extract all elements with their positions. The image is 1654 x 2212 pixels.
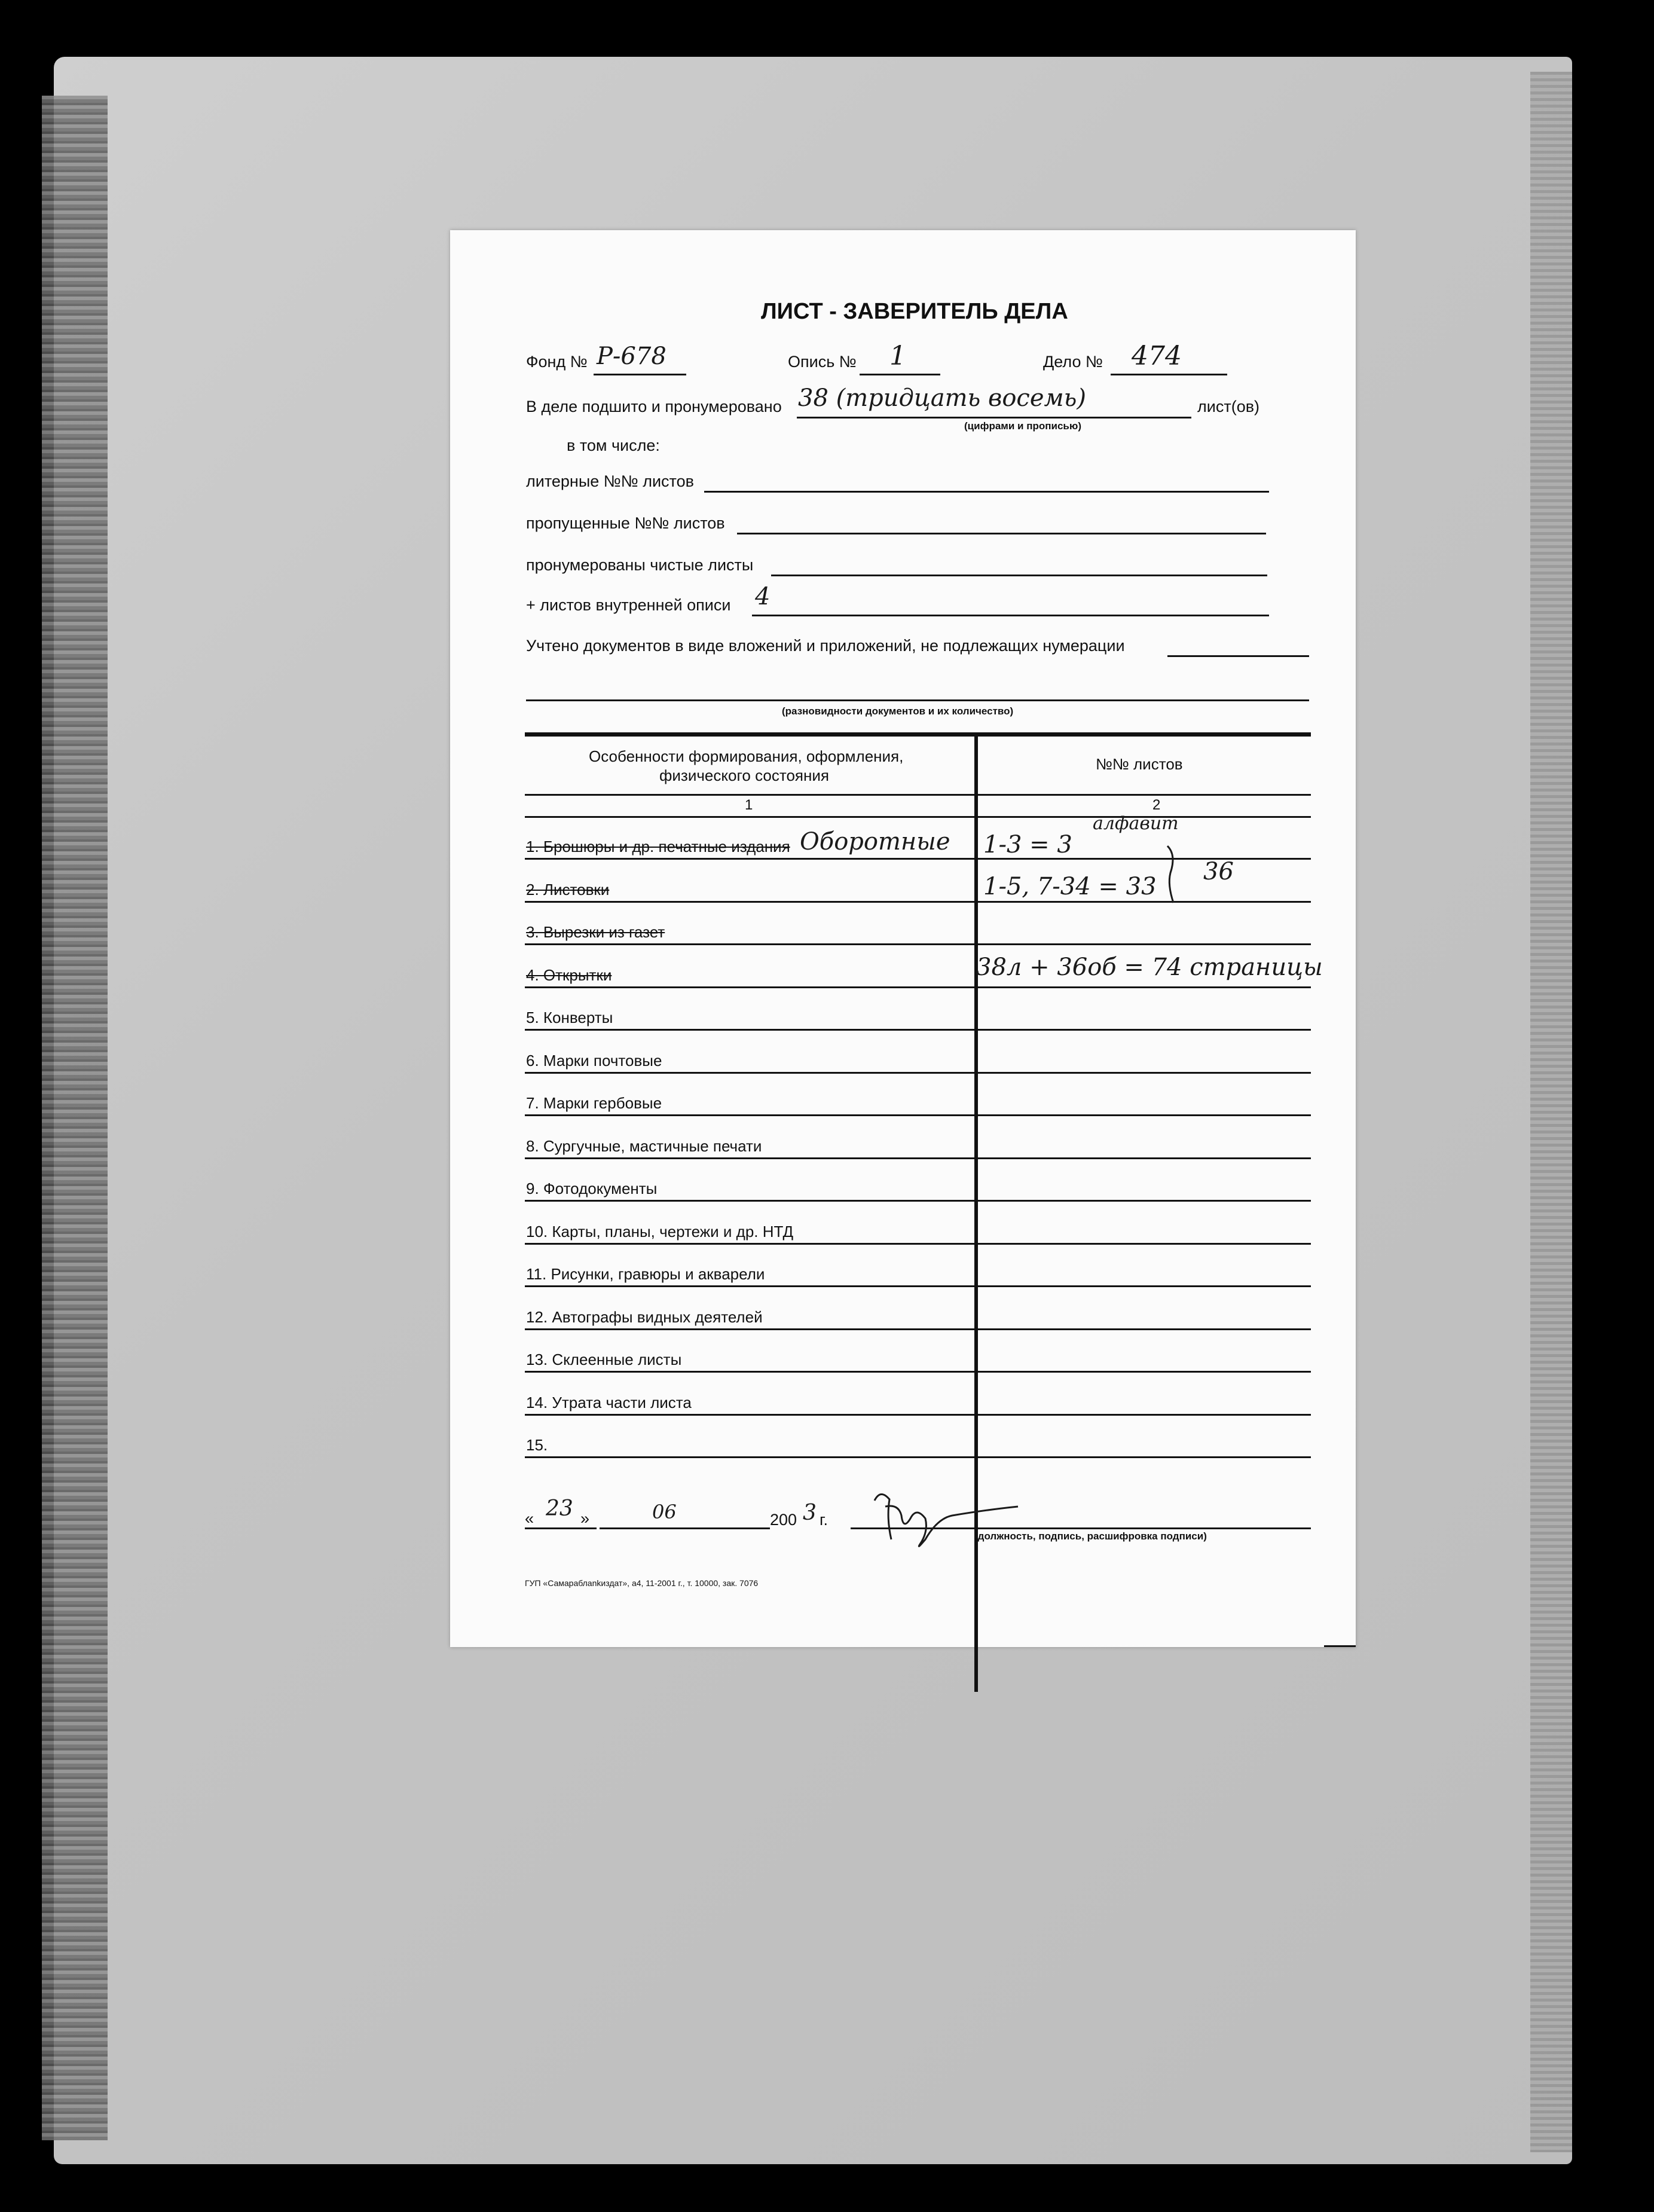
table-row-line <box>525 943 1311 945</box>
col2-header: №№ листов <box>1096 755 1183 773</box>
table-row-label: 13. Склеенные листы <box>526 1351 682 1368</box>
table-row-label: 14. Утрата части листа <box>526 1394 692 1411</box>
date-month-underline <box>600 1527 770 1529</box>
header-separator <box>525 794 1311 796</box>
skipped-underline <box>737 533 1266 534</box>
table-row-label: 2. Листовки <box>526 881 610 899</box>
inner-label: + листов внутренней описи <box>526 596 731 614</box>
table-row-label: 5. Конверты <box>526 1009 613 1026</box>
table-row-label: 12. Автографы видных деятелей <box>526 1308 763 1326</box>
table-row-line <box>525 1371 1311 1373</box>
fond-value: Р-678 <box>597 343 667 370</box>
handwritten-row4-col2: 38л + 36об = 74 страницы <box>976 954 1323 981</box>
delo-label: Дело № <box>1043 353 1103 371</box>
literal-underline <box>704 491 1269 493</box>
inner-value: 4 <box>755 583 771 610</box>
table-row-line <box>525 1157 1311 1159</box>
delo-underline <box>1111 374 1227 375</box>
inner-underline <box>752 615 1269 616</box>
date-quote-open: « <box>525 1510 534 1527</box>
col2-number: 2 <box>1152 797 1161 813</box>
blank-underline <box>771 575 1267 576</box>
table-row-label: 6. Марки почтовые <box>526 1052 662 1070</box>
date-day-underline <box>525 1527 597 1529</box>
col1-header-line2: физического состояния <box>659 766 829 784</box>
including-label: в том числе: <box>567 436 660 454</box>
handwritten-bracket <box>1155 843 1197 909</box>
col1-number: 1 <box>745 797 753 813</box>
sewn-value: 38 (тридцать восемь) <box>798 384 1087 412</box>
table-row-line <box>525 1200 1311 1202</box>
blank-label: пронумерованы чистые листы <box>526 556 754 574</box>
table-row-line <box>525 1456 1311 1458</box>
table-row-line <box>525 986 1311 988</box>
table-row-line <box>525 1114 1311 1116</box>
date-quote-close: » <box>580 1510 590 1527</box>
date-year-suffix: г. <box>820 1511 828 1529</box>
docs-underline-2 <box>526 699 1309 701</box>
handwritten-above-row1: алфавит <box>1093 813 1179 834</box>
sewn-label: В деле подшито и пронумеровано <box>526 398 782 415</box>
handwritten-row1-col1: Оборотные <box>800 828 950 856</box>
handwritten-bracket-total: 36 <box>1203 858 1234 885</box>
table-row-label: 9. Фотодокументы <box>526 1180 658 1197</box>
table-top-border <box>525 732 1311 737</box>
opis-label: Опись № <box>788 353 857 371</box>
table-row-label: 10. Карты, планы, чертежи и др. НТД <box>526 1223 794 1241</box>
delo-value: 474 <box>1132 341 1182 371</box>
table-row-line <box>525 1328 1311 1330</box>
form-title: ЛИСТ - ЗАВЕРИТЕЛЬ ДЕЛА <box>761 299 1068 324</box>
sewn-caption: (цифрами и прописью) <box>964 420 1082 432</box>
date-year-prefix: 200 <box>770 1511 797 1529</box>
sewn-underline <box>797 417 1191 418</box>
table-row-line <box>525 1029 1311 1031</box>
folder-spine <box>42 96 108 2140</box>
folder-right-edge <box>1530 72 1572 2152</box>
handwritten-row2-col2: 1-5, 7-34 = 33 <box>983 873 1157 900</box>
sewn-suffix: лист(ов) <box>1197 398 1260 415</box>
table-row-label: 7. Марки гербовые <box>526 1094 662 1112</box>
skipped-label: пропущенные №№ листов <box>526 514 725 532</box>
table-row-label: 15. <box>526 1436 548 1454</box>
date-month: 06 <box>652 1501 677 1523</box>
table-row-label: 1. Брошюры и др. печатные издания <box>526 838 790 856</box>
opis-underline <box>860 374 940 375</box>
table-row-label: 11. Рисунки, гравюры и акварели <box>526 1265 765 1283</box>
sheet-bottom-mark <box>1324 1645 1356 1647</box>
literal-label: литерные №№ листов <box>526 472 694 490</box>
handwritten-row1-col2: 1-3 = 3 <box>983 831 1072 858</box>
date-year-digit: 3 <box>803 1501 817 1525</box>
fond-underline <box>594 374 686 375</box>
table-row-line <box>525 1285 1311 1287</box>
table-row-label: 3. Вырезки из газет <box>526 923 665 941</box>
imprint-text: ГУП «Самараблankиздат», а4, 11-2001 г., т. 10000, зак. 7076 <box>525 1578 759 1588</box>
fond-label: Фонд № <box>526 353 588 371</box>
docs-label: Учтено документов в виде вложений и приложений, не подлежащих нумерации <box>526 637 1125 655</box>
table-row-label: 8. Сургучные, мастичные печати <box>526 1137 762 1155</box>
signature-mark <box>869 1483 1024 1554</box>
docs-underline-1 <box>1167 655 1309 657</box>
certification-sheet <box>450 230 1356 1647</box>
opis-value: 1 <box>889 341 906 371</box>
table-row-line <box>525 1243 1311 1245</box>
table-row-line <box>525 1414 1311 1416</box>
date-day: 23 <box>546 1496 573 1521</box>
numbers-separator <box>525 816 1311 818</box>
table-row-label: 4. Открытки <box>526 966 612 984</box>
docs-caption: (разновидности документов и их количество) <box>782 705 1014 717</box>
signature-caption: (должность, подпись, расшифровка подписи) <box>974 1530 1207 1542</box>
table-row-line <box>525 1072 1311 1074</box>
col1-header-line1: Особенности формирования, оформления, <box>589 747 904 765</box>
